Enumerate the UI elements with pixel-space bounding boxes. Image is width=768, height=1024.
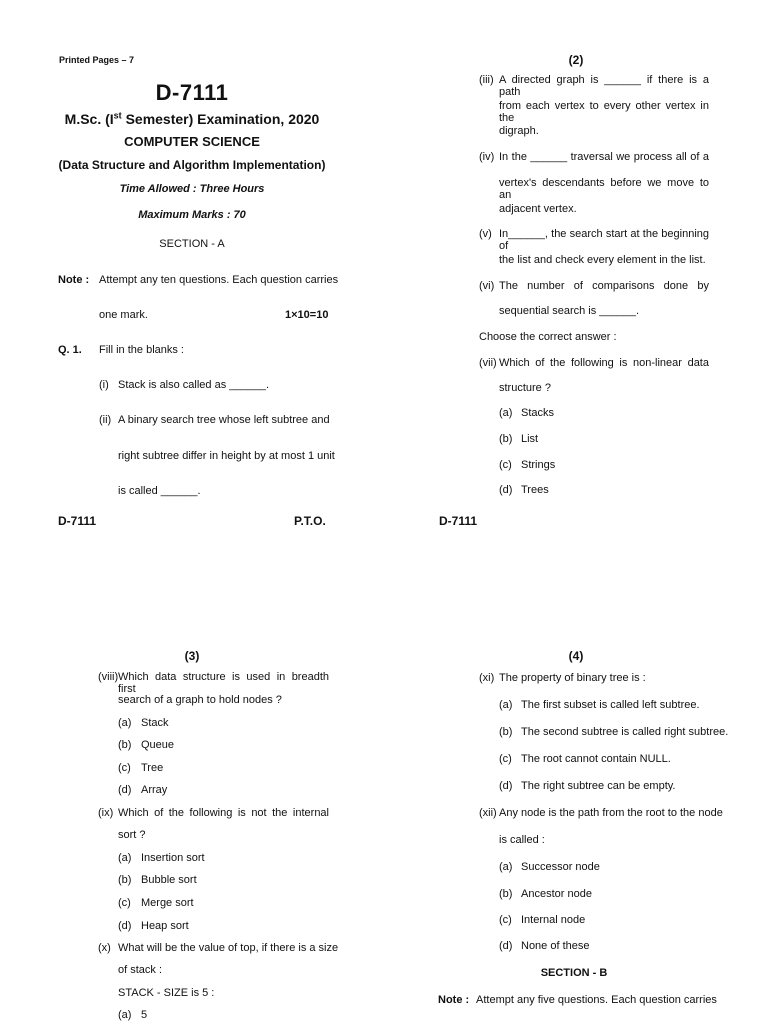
item-number: (vi) <box>479 280 495 292</box>
page-1 <box>0 0 384 528</box>
option-letter: (c) <box>499 753 512 765</box>
option-text: The second subtree is called right subtree. <box>521 726 729 738</box>
item-number: (ii) <box>99 414 112 426</box>
question-text: Fill in the blanks : <box>99 344 184 356</box>
item-number: (iv) <box>479 151 495 163</box>
page-3 <box>0 512 384 1024</box>
option-text: Heap sort <box>141 920 189 932</box>
option-letter: (a) <box>118 717 132 729</box>
maximum-marks: Maximum Marks : 70 <box>138 209 246 221</box>
item-text: is called : <box>499 834 545 846</box>
option-text: Array <box>141 784 168 796</box>
item-text: structure ? <box>499 382 551 394</box>
item-text: Which data structure is used in breadth first <box>118 671 329 695</box>
option-letter: (d) <box>499 484 513 496</box>
note-marks: 1×10=10 <box>285 309 329 321</box>
time-allowed: Time Allowed : Three Hours <box>119 183 265 195</box>
item-text: is called ______. <box>118 485 201 497</box>
option-text: None of these <box>521 940 590 952</box>
option-letter: (a) <box>499 699 513 711</box>
option-letter: (b) <box>118 874 132 886</box>
item-number: (xi) <box>479 672 495 684</box>
instruction-text: Choose the correct answer : <box>479 331 617 343</box>
exam-title-sup: st <box>113 110 122 121</box>
option-text: List <box>521 433 539 445</box>
item-text: vertex's descendants before we move to an <box>499 177 709 201</box>
item-text: Which of the following is non-linear data <box>499 357 709 369</box>
option-text: The root cannot contain NULL. <box>521 753 671 765</box>
item-text: right subtree differ in height by at most 1 unit <box>118 450 335 462</box>
option-letter: (d) <box>499 780 513 792</box>
option-text: Trees <box>521 484 549 496</box>
item-number: (vii) <box>479 357 497 369</box>
option-letter: (b) <box>499 888 513 900</box>
item-number: (i) <box>99 379 109 391</box>
option-text: The first subset is called left subtree. <box>521 699 700 711</box>
page-2 <box>384 0 768 528</box>
note-text: Attempt any ten questions. Each question carries <box>99 274 339 286</box>
footer-code: D-7111 <box>439 514 478 528</box>
page-4 <box>384 512 768 1024</box>
option-letter: (d) <box>118 784 132 796</box>
option-letter: (c) <box>499 459 512 471</box>
item-text: A directed graph is ______ if there is a path <box>499 74 709 98</box>
item-text: The number of comparisons done by <box>499 280 709 292</box>
item-number: (v) <box>479 228 492 240</box>
page-number: (3) <box>184 649 200 663</box>
item-text: STACK - SIZE is 5 : <box>118 987 215 999</box>
option-letter: (a) <box>499 861 513 873</box>
option-letter: (d) <box>118 920 132 932</box>
option-letter: (c) <box>118 897 131 909</box>
option-letter: (c) <box>499 914 512 926</box>
section-heading: SECTION - B <box>540 967 608 979</box>
printed-pages: Printed Pages – 7 <box>59 55 135 65</box>
item-text: The property of binary tree is : <box>499 672 646 684</box>
option-text: 5 <box>141 1009 148 1021</box>
option-letter: (b) <box>499 726 513 738</box>
item-text: from each vertex to every other vertex in the <box>499 100 709 124</box>
option-letter: (b) <box>499 433 513 445</box>
note-label: Note : <box>58 274 90 286</box>
item-text: What will be the value of top, if there is a size <box>118 942 339 954</box>
option-text: The right subtree can be empty. <box>521 780 676 792</box>
footer-code: D-7111 <box>58 514 97 528</box>
item-text: In______, the search start at the beginning of <box>499 228 709 252</box>
footer-pto: P.T.O. <box>294 514 326 528</box>
item-text: Stack is also called as ______. <box>118 379 270 391</box>
note-text: Attempt any five questions. Each question carries <box>476 994 717 1006</box>
option-letter: (b) <box>118 739 132 751</box>
option-text: Tree <box>141 762 164 774</box>
option-text: Ancestor node <box>521 888 592 900</box>
paper-title: (Data Structure and Algorithm Implementation) <box>58 158 326 172</box>
item-number: (xii) <box>479 807 497 819</box>
section-heading: SECTION - A <box>159 238 225 250</box>
item-text: adjacent vertex. <box>499 203 577 215</box>
paper-code: D-7111 <box>155 80 229 105</box>
option-letter: (a) <box>118 852 132 864</box>
item-text: search of a graph to hold nodes ? <box>118 694 282 706</box>
item-text: Which of the following is not the internal <box>118 807 329 819</box>
item-text: of stack : <box>118 964 163 976</box>
page-number: (2) <box>568 53 584 67</box>
option-letter: (a) <box>118 1009 132 1021</box>
page-number: (4) <box>568 649 584 663</box>
option-text: Strings <box>521 459 556 471</box>
exam-title-prefix: M.Sc. (I <box>64 111 114 127</box>
exam-title <box>0 111 384 127</box>
option-text: Merge sort <box>141 897 194 909</box>
option-letter: (d) <box>499 940 513 952</box>
option-text: Queue <box>141 739 175 751</box>
subject: COMPUTER SCIENCE <box>124 134 260 149</box>
note-label: Note : <box>438 994 470 1006</box>
question-label: Q. 1. <box>58 344 82 356</box>
item-text: In the ______ traversal we process all of a <box>499 151 709 163</box>
option-letter: (c) <box>118 762 131 774</box>
item-text: Any node is the path from the root to the node <box>499 807 723 819</box>
note-text: one mark. <box>99 309 148 321</box>
item-number: (iii) <box>479 74 494 86</box>
option-text: Internal node <box>521 914 586 926</box>
option-text: Successor node <box>521 861 600 873</box>
item-number: (viii) <box>98 671 119 683</box>
item-text: digraph. <box>499 125 539 137</box>
item-text: sequential search is ______. <box>499 305 640 317</box>
option-text: Stacks <box>521 407 555 419</box>
item-number: (ix) <box>98 807 114 819</box>
exam-title-suffix: Semester) Examination, 2020 <box>121 111 320 127</box>
option-text: Insertion sort <box>141 852 205 864</box>
option-text: Bubble sort <box>141 874 197 886</box>
option-letter: (a) <box>499 407 513 419</box>
item-text: the list and check every element in the list. <box>499 254 706 266</box>
option-text: Stack <box>141 717 169 729</box>
item-text: sort ? <box>118 829 146 841</box>
item-text: A binary search tree whose left subtree and <box>118 414 330 426</box>
item-number: (x) <box>98 942 111 954</box>
